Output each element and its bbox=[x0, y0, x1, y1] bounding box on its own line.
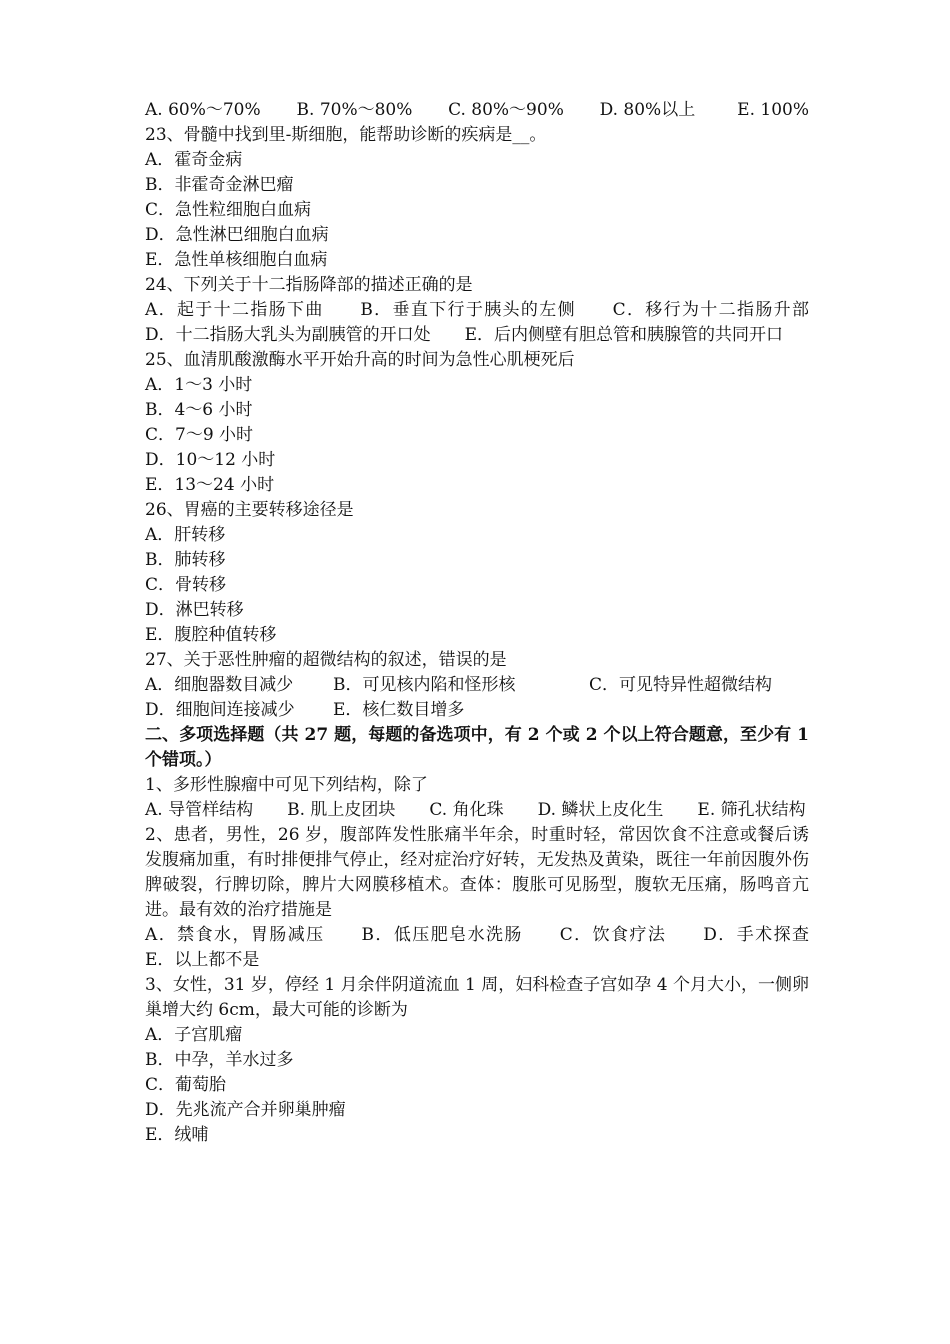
q22-option-b: B. 70%～80% bbox=[296, 100, 413, 120]
multi-question-1 bbox=[145, 773, 809, 823]
option-b: B．中孕，羊水过多 bbox=[145, 1050, 294, 1070]
option-d: D．淋巴转移 bbox=[145, 600, 244, 620]
question-stem: 26、胃癌的主要转移途径是 bbox=[145, 500, 354, 520]
q22-option-e: E. 100% bbox=[737, 100, 809, 120]
option-a: A．肝转移 bbox=[145, 525, 226, 545]
option-b: B．肺转移 bbox=[145, 550, 226, 570]
q22-option-d: D. 80%以上 bbox=[599, 100, 696, 120]
question-26 bbox=[145, 498, 809, 648]
question-stem: 2、患者，男性，26 岁，腹部阵发性胀痛半年余，时重时轻，常因饮食不注意或餐后诱发腹痛加重，有时排便排气停止，经对症治疗好转，无发热及黄染，既往一年前因腹外伤脾破裂，行脾切除，脾片大网膜移植术。查体：腹胀可见肠型，腹软无压痛，肠鸣音亢进。最有效的治疗措施是 bbox=[145, 825, 809, 920]
option-a: A．霍奇金病 bbox=[145, 150, 243, 170]
option-c: C．7～9 小时 bbox=[145, 425, 254, 445]
option-a: A．1～3 小时 bbox=[145, 375, 253, 395]
question-stem: 25、血清肌酸激酶水平开始升高的时间为急性心肌梗死后 bbox=[145, 350, 575, 370]
q22-option-c: C. 80%～90% bbox=[448, 100, 564, 120]
question-stem: 3、女性，31 岁，停经 1 月余伴阴道流血 1 周，妇科检查子宫如孕 4 个月大小，一侧卵巢增大约 6cm，最大可能的诊断为 bbox=[145, 975, 809, 1020]
option-d: D．细胞间连接减少 bbox=[145, 700, 295, 720]
section-2-heading: 二、多项选择题（共 27 题，每题的备选项中，有 2 个或 2 个以上符合题意，至少有 1 个错项。） bbox=[145, 725, 809, 770]
option-e: E．急性单核细胞白血病 bbox=[145, 250, 328, 270]
document-page bbox=[145, 98, 843, 1148]
question-23 bbox=[145, 123, 809, 273]
question-stem: 1、多形性腺瘤中可见下列结构，除了 bbox=[145, 775, 428, 795]
option-d: D．10～12 小时 bbox=[145, 450, 276, 470]
options-paragraph: A. 导管样结构 B. 肌上皮团块 C. 角化珠 D. 鳞状上皮化生 E. 筛孔状结构 bbox=[145, 800, 806, 820]
question-stem: 27、关于恶性肿瘤的超微结构的叙述，错误的是 bbox=[145, 650, 507, 670]
multi-question-3 bbox=[145, 973, 809, 1148]
option-b: B．4～6 小时 bbox=[145, 400, 253, 420]
options-paragraph: A．禁食水，胃肠减压 B．低压肥皂水洗肠 C．饮食疗法 D．手术探查 E．以上都不是 bbox=[145, 925, 843, 970]
options-row-1 bbox=[145, 673, 809, 698]
question-27 bbox=[145, 648, 809, 723]
option-c: C．急性粒细胞白血病 bbox=[145, 200, 312, 220]
option-c: C．骨转移 bbox=[145, 575, 227, 595]
option-d: D．先兆流产合并卵巢肿瘤 bbox=[145, 1100, 346, 1120]
question-stem: 24、下列关于十二指肠降部的描述正确的是 bbox=[145, 275, 473, 295]
option-b: B．可见核内陷和怪形核 bbox=[333, 675, 516, 695]
option-a: A．细胞器数目减少 bbox=[145, 675, 294, 695]
option-a: A．子宫肌瘤 bbox=[145, 1025, 243, 1045]
option-c: C．葡萄胎 bbox=[145, 1075, 227, 1095]
q22-options bbox=[145, 98, 809, 123]
multi-question-2 bbox=[145, 823, 843, 973]
option-d: D．急性淋巴细胞白血病 bbox=[145, 225, 329, 245]
options-paragraph: A．起于十二指肠下曲 B．垂直下行于胰头的左侧 C．移行为十二指肠升部 D．十二指肠大乳头为副胰管的开口处 E．后内侧壁有胆总管和胰腺管的共同开口 bbox=[145, 300, 843, 345]
options-row-2 bbox=[145, 698, 809, 723]
question-stem: 23、骨髓中找到里-斯细胞，能帮助诊断的疾病是__。 bbox=[145, 125, 547, 145]
option-e: E．13～24 小时 bbox=[145, 475, 275, 495]
option-c: C．可见特异性超微结构 bbox=[589, 675, 773, 695]
option-e: E．绒哺 bbox=[145, 1125, 209, 1145]
option-e: E．腹腔种值转移 bbox=[145, 625, 277, 645]
question-24 bbox=[145, 273, 843, 348]
question-25 bbox=[145, 348, 809, 498]
option-b: B．非霍奇金淋巴瘤 bbox=[145, 175, 294, 195]
option-e: E．核仁数目增多 bbox=[333, 700, 465, 720]
q22-option-a: A. 60%～70% bbox=[145, 100, 261, 120]
